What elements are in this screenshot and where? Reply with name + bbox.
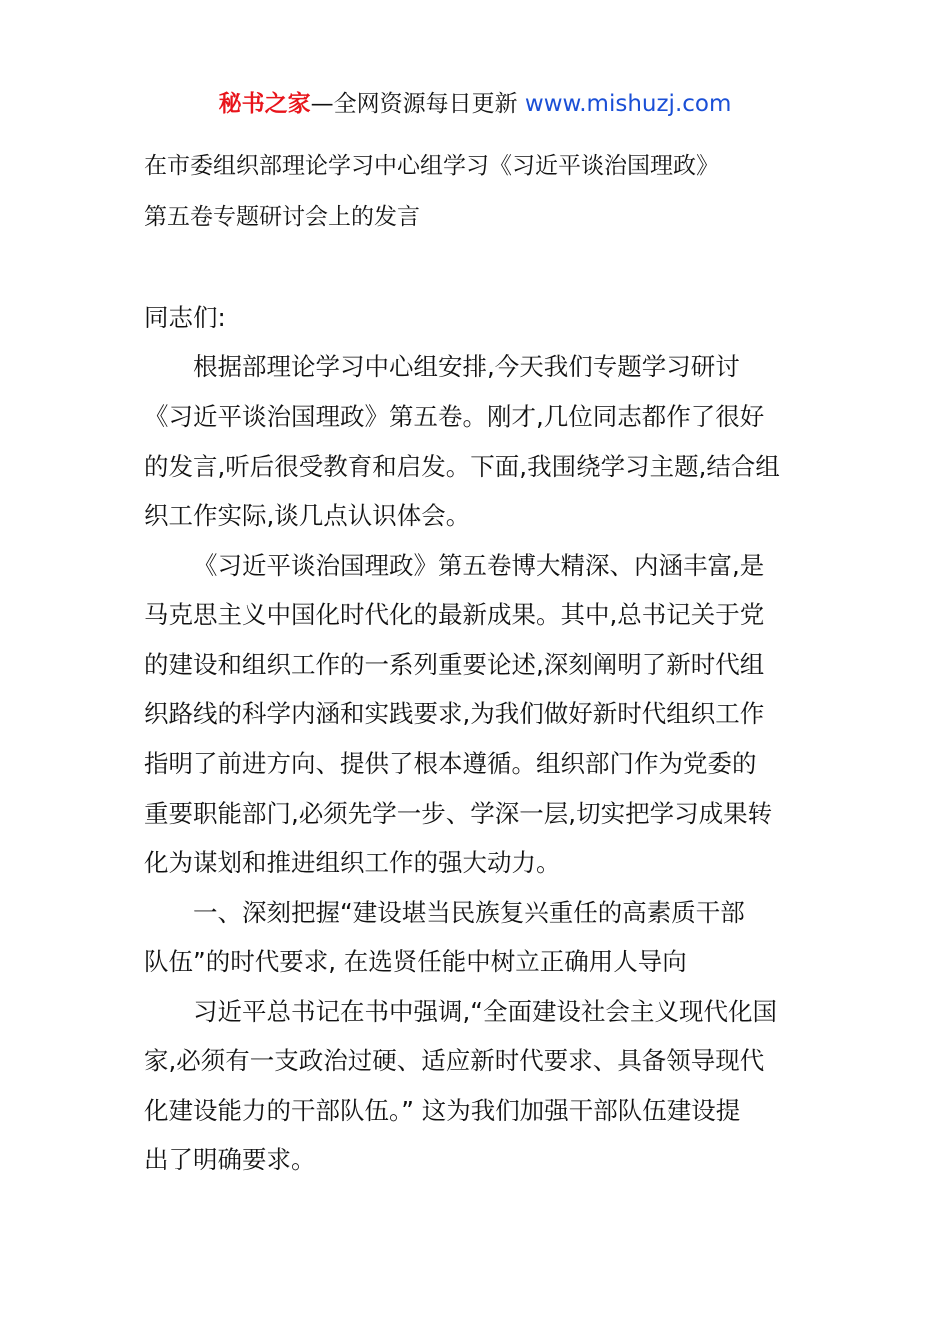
paragraph-line: 《习近平谈治国理政》第五卷。刚才,几位同志都作了很好 — [144, 402, 765, 431]
paragraph-line: 习近平总书记在书中强调,“全面建设社会主义现代化国 — [193, 997, 777, 1026]
paragraph-line: 重要职能部门,必须先学一步、学深一层,切实把学习成果转 — [144, 799, 773, 828]
paragraph-line: 织路线的科学内涵和实践要求,为我们做好新时代组织工作 — [144, 699, 765, 728]
paragraph-line: 马克思主义中国化时代化的最新成果。其中,总书记关于党 — [144, 600, 765, 629]
paragraph-line: 家,必须有一支政治过硬、适应新时代要求、具备领导现代 — [144, 1046, 765, 1075]
paragraph-line: 化建设能力的干部队伍。” 这为我们加强干部队伍建设提 — [144, 1096, 741, 1125]
site-header — [0, 86, 950, 122]
paragraph-line: 指明了前进方向、提供了根本遵循。组织部门作为党委的 — [144, 749, 757, 778]
paragraph-line: 《习近平谈治国理政》第五卷博大精深、内涵丰富,是 — [193, 551, 765, 580]
paragraph-line: 的建设和组织工作的一系列重要论述,深刻阐明了新时代组 — [144, 650, 765, 679]
brand-name: 秘书之家 — [218, 91, 311, 117]
header-slogan: —全网资源每日更新 — [310, 91, 525, 117]
document-title-line: 第五卷专题研讨会上的发言 — [144, 204, 420, 230]
paragraph-line: 化为谋划和推进组织工作的强大动力。 — [144, 848, 561, 877]
paragraph-line: 的发言,听后很受教育和启发。下面,我围绕学习主题,结合组 — [144, 452, 780, 481]
document-title-line: 在市委组织部理论学习中心组学习《习近平谈治国理政》 — [144, 153, 719, 179]
section-heading-line: 队伍”的时代要求, 在选贤任能中树立正确用人导向 — [144, 947, 687, 976]
site-url: www.mishuzj.com — [524, 91, 732, 117]
paragraph-line: 根据部理论学习中心组安排,今天我们专题学习研讨 — [193, 352, 740, 381]
paragraph-line: 织工作实际,谈几点认识体会。 — [144, 501, 471, 530]
salutation: 同志们: — [144, 303, 226, 332]
paragraph-line: 出了明确要求。 — [144, 1145, 316, 1174]
section-heading-line: 一、深刻把握“建设堪当民族复兴重任的高素质干部 — [193, 898, 745, 927]
